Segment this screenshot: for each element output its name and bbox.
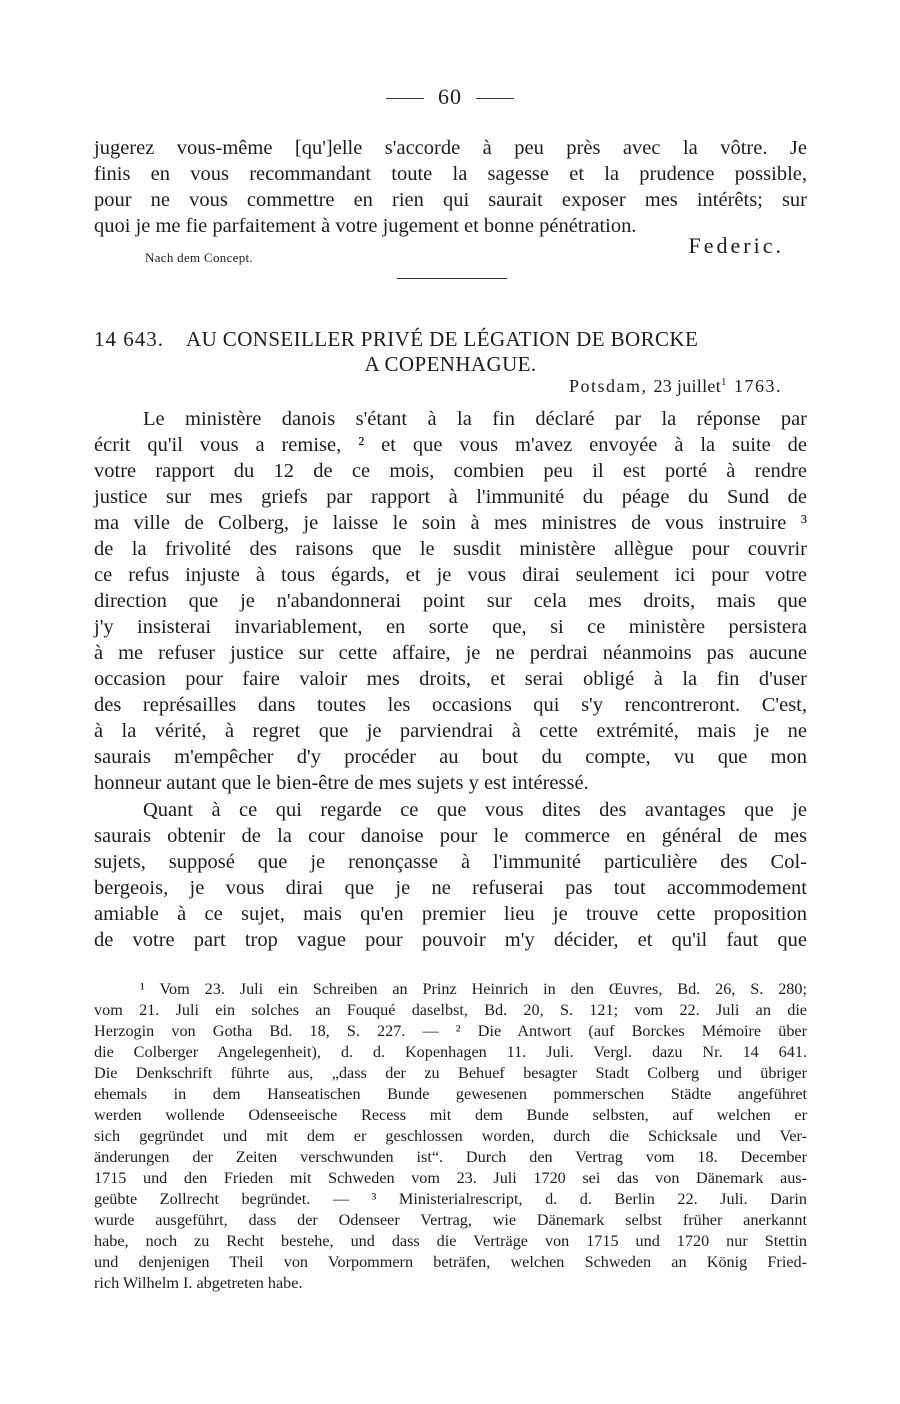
footnote-line: ¹ Vom 23. Juli ein Schreiben an Prinz Heinrich in den Œuvres, Bd. 26, S. 280;: [140, 980, 807, 998]
letter-place-date: [569, 376, 782, 397]
page-number: [0, 84, 900, 110]
body-line: votre rapport du 12 de ce mois, combien peu il est porté à rendre: [94, 460, 807, 482]
signature: Federic.: [688, 233, 784, 258]
body-line: j'y insisterai invariablement, en sorte que, si ce ministère persistera: [94, 616, 807, 638]
footnote-line: geübte Zollrecht begründet. — ³ Ministerialrescript, d. d. Berlin 22. Juli. Darin: [94, 1190, 807, 1208]
footnote-line: wurde ausgeführt, dass der Odenseer Vertrag, wie Dänemark selbst früher anerkannt: [94, 1211, 807, 1229]
footnote-ref-1: 1: [721, 376, 728, 388]
body-line: ce refus injuste à tous égards, et je vous dirai seulement ici pour votre: [94, 564, 807, 586]
page-number-right-rule: [476, 98, 514, 99]
body-line: de votre part trop vague pour pouvoir m'y décider, et qu'il faut que: [94, 929, 807, 951]
body-line: Le ministère danois s'étant à la fin déclaré par la réponse par: [143, 408, 807, 430]
body-line: justice sur mes griefs par rapport à l'immunité du péage du Sund de: [94, 486, 807, 508]
footnote-line: habe, noch zu Recht bestehe, und dass die Verträge von 1715 und 1720 nur Stettin: [94, 1232, 807, 1250]
footnote-line: änderungen der Zeiten verschwunden ist“. Durch den Vertrag vom 18. December: [94, 1148, 807, 1166]
body-line: saurais m'empêcher d'y procéder au bout du compte, vu que mon: [94, 746, 807, 768]
body-line: amiable à ce sujet, mais qu'en premier lieu je trouve cette proposition: [94, 903, 807, 925]
letter-place: Potsdam,: [568, 376, 648, 396]
body-line: des représailles dans toutes les occasions qui s'y rencontreront. C'est,: [94, 694, 807, 716]
footnote-line: vom 21. Juli ein solches an Fouqué daselbst, Bd. 20, S. 121; vom 22. Juli an die: [94, 1001, 807, 1019]
page-number-left-rule: [386, 98, 424, 99]
body-line: sujets, supposé que je renonçasse à l'immunité particulière des Col-: [94, 851, 807, 873]
letter-date-day: 23 juillet: [653, 376, 721, 396]
body-line: Quant à ce qui regarde ce que vous dites des avantages que je: [143, 799, 807, 821]
body-line: occasion pour faire valoir mes droits, et serai obligé à la fin d'user: [94, 668, 807, 690]
footnote-line: ehemals in dem Hanseatischen Bunde gewesenen pommerschen Städte angeführet: [94, 1085, 807, 1103]
footnote-line: werden wollende Odenseeische Recess mit dem Bunde selbsten, auf welchen er: [94, 1106, 807, 1124]
body-line: honneur autant que le bien-être de mes sujets y est intéressé.: [94, 772, 589, 794]
footnote-line: Die Denkschrift führte aus, „dass der zu Behuef besagter Stadt Colberg und übriger: [94, 1064, 807, 1082]
letter-number: 14 643.: [94, 327, 164, 351]
source-note: Nach dem Concept.: [145, 250, 253, 265]
footnote-line: sich gegründet und mit dem er geschlossen worden, durch die Schicksale und Ver-: [94, 1127, 807, 1145]
letter-date-year: 1763.: [734, 376, 782, 396]
body-line: de la frivolité des raisons que le susdit ministère allègue pour couvrir: [94, 538, 807, 560]
footnote-line: rich Wilhelm I. abgetreten habe.: [94, 1274, 303, 1292]
body-line: direction que je n'abandonnerai point sur cela mes droits, mais que: [94, 590, 807, 612]
letter-heading-line2: A COPENHAGUE.: [364, 352, 537, 376]
body-line: à la vérité, à regret que je parviendrai à cette extrémité, mais je ne: [94, 720, 807, 742]
footnote-line: und denjenigen Theil von Vorpommern beträfen, welchen Schweden an König Fried-: [94, 1253, 807, 1271]
body-line: bergeois, je vous dirai que je ne refuserai pas tout accommodement: [94, 877, 807, 899]
footnote-line: 1715 und den Frieden mit Schweden vom 23. Juli 1720 sei das von Dänemark aus-: [94, 1169, 807, 1187]
footnote-line: die Colberger Angelegenheit), d. d. Kopenhagen 11. Juli. Vergl. dazu Nr. 14 641.: [94, 1043, 807, 1061]
body-line: saurais obtenir de la cour danoise pour le commerce en général de mes: [94, 825, 807, 847]
letter-heading-line1: AU CONSEILLER PRIVÉ DE LÉGATION DE BORCKE: [186, 327, 699, 351]
body-line: à me refuser justice sur cette affaire, je ne perdrai néanmoins pas aucune: [94, 642, 807, 664]
continuation-line: jugerez vous-même [qu']elle s'accorde à peu près avec la vôtre. Je: [94, 137, 807, 159]
continuation-line: quoi je me fie parfaitement à votre jugement et bonne pénétration.: [94, 215, 637, 237]
letter-heading: [94, 327, 807, 352]
continuation-line: finis en vous recommandant toute la sagesse et la prudence possible,: [94, 163, 807, 185]
body-line: écrit qu'il vous a remise, ² et que vous m'avez envoyée à la suite de: [94, 434, 807, 456]
section-divider: [397, 278, 507, 279]
page-number-text: 60: [438, 84, 462, 109]
footnote-line: Herzogin von Gotha Bd. 18, S. 227. — ² Die Antwort (auf Borckes Mémoire über: [94, 1022, 807, 1040]
continuation-line: pour ne vous commettre en rien qui saurait exposer mes intérêts; sur: [94, 189, 807, 211]
body-line: ma ville de Colberg, je laisse le soin à mes ministres de vous instruire ³: [94, 512, 807, 534]
